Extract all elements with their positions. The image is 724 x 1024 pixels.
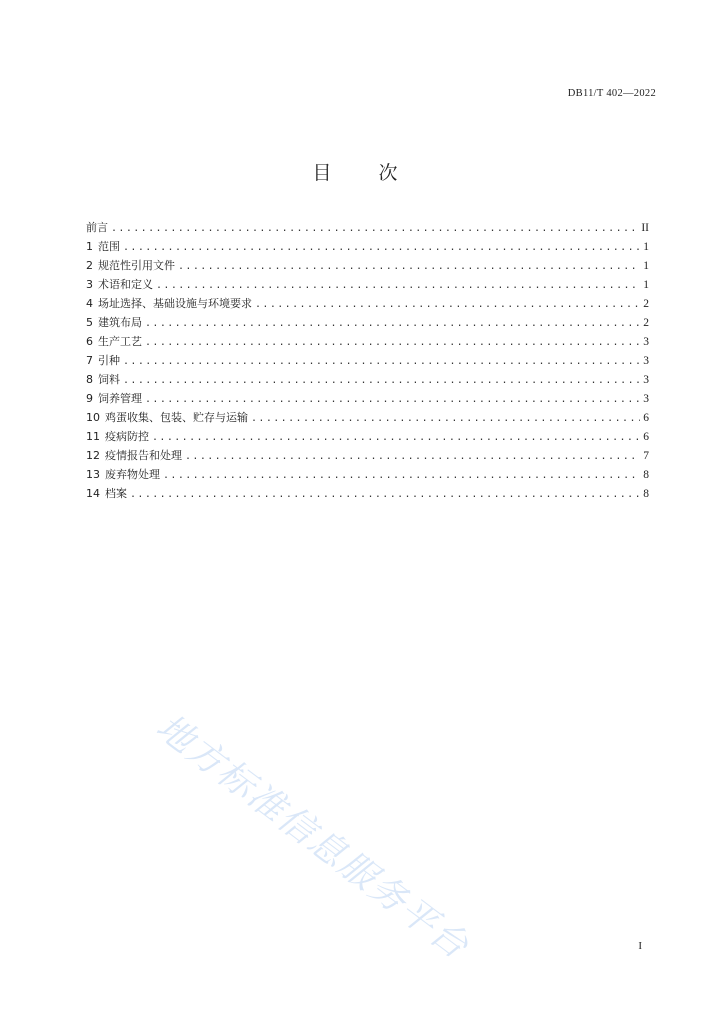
toc-entry-label: 饲养管理 [98,392,142,405]
toc-entry-number: 8 [86,373,93,386]
toc-entry-page: 3 [643,393,649,405]
toc-leader-dots [185,447,640,466]
toc-entry[interactable] [86,256,649,275]
toc-leader-dots [156,276,640,295]
toc-entry-number: 5 [86,316,93,329]
toc-entry-number: 2 [86,259,93,272]
toc-entry-label: 鸡蛋收集、包装、贮存与运输 [105,411,248,424]
toc-entry[interactable] [86,313,649,332]
toc-entry-label: 档案 [105,487,127,500]
toc-leader-dots [163,466,640,485]
toc-entry-number: 3 [86,278,93,291]
toc-entry[interactable] [86,446,649,465]
toc-leader-dots [152,428,640,447]
toc-entry-page: 3 [643,336,649,348]
toc-leader-dots [130,485,640,504]
toc-entry-number: 14 [86,487,100,500]
toc-entry[interactable] [86,275,649,294]
toc-entry-number: 9 [86,392,93,405]
toc-entry-page: 3 [643,374,649,386]
toc-leader-dots [123,352,640,371]
toc-leader-dots [111,219,638,238]
toc-entry-label: 前言 [86,221,108,234]
toc-entry-page: 3 [643,355,649,367]
toc-leader-dots [145,390,640,409]
toc-entry-number: 7 [86,354,93,367]
toc-entry[interactable] [86,389,649,408]
toc-leader-dots [251,409,640,428]
toc-entry[interactable] [86,484,649,503]
toc-entry-label: 疫情报告和处理 [105,449,182,462]
toc-entry-number: 1 [86,240,93,253]
toc-leader-dots [145,333,640,352]
toc-entry-number: 4 [86,297,93,310]
toc-entry-page: 7 [643,450,649,462]
toc-entry-number: 13 [86,468,100,481]
toc-entry-page: 6 [643,412,649,424]
page-number: I [638,940,642,952]
toc-entry-page: 2 [643,317,649,329]
toc-entry[interactable] [86,370,649,389]
page-title: 目 次 [312,162,412,184]
toc-entry-number: 11 [86,430,100,443]
toc-entry[interactable] [86,408,649,427]
toc-entry[interactable] [86,218,649,237]
toc-leader-dots [123,371,640,390]
toc-entry-label: 疫病防控 [105,430,149,443]
toc-entry[interactable] [86,332,649,351]
toc-entry[interactable] [86,427,649,446]
toc-entry-label: 饲料 [98,373,120,386]
toc-entry-label: 废弃物处理 [105,468,160,481]
toc-entry[interactable] [86,351,649,370]
toc-entry-label: 生产工艺 [98,335,142,348]
toc-entry-page: 8 [643,488,649,500]
toc-entry-label: 范围 [98,240,120,253]
toc-entry-page: 2 [643,298,649,310]
toc-entry[interactable] [86,465,649,484]
standard-code: DB11/T 402—2022 [567,88,656,99]
toc-entry-number: 10 [86,411,100,424]
toc-entry-label: 引种 [98,354,120,367]
toc-entry-page: II [641,222,649,234]
toc-leader-dots [178,257,640,276]
toc-entry-page: 8 [643,469,649,481]
toc-entry-label: 场址选择、基础设施与环境要求 [98,297,252,310]
toc-entry-page: 1 [643,260,649,272]
toc-entry-page: 1 [643,241,649,253]
toc-leader-dots [255,295,640,314]
toc-entry-label: 术语和定义 [98,278,153,291]
toc-leader-dots [123,238,640,257]
toc-entry[interactable] [86,237,649,256]
watermark: 地方标准信息服务平台 [148,706,477,968]
toc-entry-number: 12 [86,449,100,462]
toc-entry-page: 6 [643,431,649,443]
toc-entry-label: 建筑布局 [98,316,142,329]
toc-entry-page: 1 [643,279,649,291]
table-of-contents [86,218,649,503]
toc-entry[interactable] [86,294,649,313]
toc-entry-label: 规范性引用文件 [98,259,175,272]
toc-entry-number: 6 [86,335,93,348]
toc-leader-dots [145,314,640,333]
